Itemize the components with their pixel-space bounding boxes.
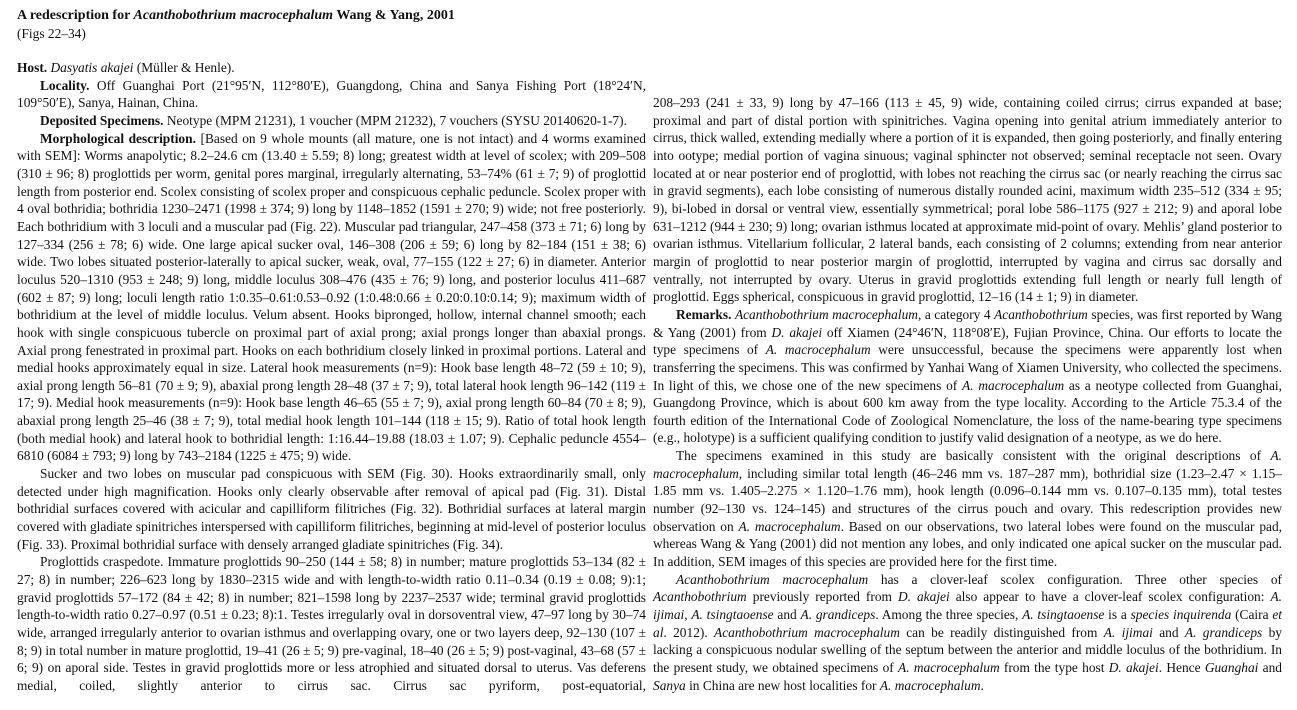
text-run: as a neotype collected from Guanghai, Guangdong Province, which is about 600 km away from the type locality. According to the Article 75.3.4 of the fourth edition of the International Code of Zoological Nomenclature, the loss of the name-bearing type specimens (e.g., holotype) is a sufficient qualifying condition to justify valid designation of a neotype, as we do here. xyxy=(653,377,1282,446)
text-run: and xyxy=(1152,624,1185,640)
italic-text: A. macrocephalum xyxy=(765,342,871,358)
text-run: also appear to have a clover-leaf scolex configuration: xyxy=(949,589,1271,605)
morphological-description-paragraph xyxy=(17,130,646,465)
figure-reference: (Figs 22–34) xyxy=(17,26,86,41)
deposited-specimens-paragraph xyxy=(17,112,646,130)
comparison-paragraph xyxy=(653,447,1282,571)
text-run: . Hence xyxy=(1158,660,1205,675)
italic-text: Dasyatis akajei xyxy=(50,60,134,75)
italic-text: Acanthobothrium xyxy=(653,589,747,605)
italic-text: Guanghai xyxy=(1204,660,1259,675)
run-in-heading: Locality. xyxy=(40,77,90,93)
host-paragraph xyxy=(17,59,646,77)
run-in-heading: Remarks. xyxy=(676,306,732,322)
text-run: were unsuccessful, because the specimens were apparently lost when transferring the specimens. This was confirmed by Yanhai Wang of Xiamen University, who collected the specimens. In light of this, we chose one of the new specimens of xyxy=(653,342,1283,393)
text-run: off Xiamen (24°46′N, 118°08′E), Fujian Province, China. Our efforts to locate the type specimens of xyxy=(653,324,1282,358)
text-run: Proglottids craspedote. Immature proglottids 90–250 (144 ± 58; 8) in number; mature proglottids 53–134 (82 ± 27; 8) in number; 226–623 long by 1830–2315 wide and with length-to-width ratio 0.11–0.34 (0.19 ± 0.08; 9):1; gravid proglottids 57–172 (84 ± 42; 8) in number; 821–1598 long by 2237–2537 wide; terminal gravid proglottids length-to-width ratio 0.27–0.97 (0.51 ± 0.23; 8):1. Testes irregularly oval in dorsoventral view, 47–97 long by 30–74 wide, arranged irregularly anterior to ovarian isthmus and overlapping ovary, one or two layers deep, 92–130 (107 ± 8; 9) in total number in mature proglottid, 19–41 (26 ± 5; 9) pre-vaginal, 18–40 (26 ± 5; 9) post-vaginal, 43–68 (57 ± 6; 9) on aporal side. Testes in gravid proglottids more or less atrophied and situated dorsal to uterus. Vas deferens medial, coiled, slightly anterior to cirrus sac. Cirrus sac pyriform, post-equatorial, xyxy=(17,554,646,693)
scolex-configuration-paragraph xyxy=(653,571,1282,695)
text-run: A redescription for xyxy=(17,8,134,23)
italic-text: A. macrocephalum xyxy=(898,660,1000,675)
text-run: from the type host xyxy=(999,660,1109,675)
text-run: , xyxy=(684,607,692,623)
italic-text: A. ijimai xyxy=(1103,624,1153,640)
italic-text: A. grandiceps xyxy=(800,607,876,623)
left-column xyxy=(17,59,646,695)
right-column xyxy=(653,94,1282,694)
italic-text: Acanthobothrium macrocephalum xyxy=(133,8,334,23)
italic-text: species inquirenda xyxy=(1130,607,1232,623)
text-run: Off Guanghai Port (21°95′N, 112°80′E), Guangdong, China and Sanya Fishing Port (18°24′N, 109°50′E), Sanya, Hainan, China. xyxy=(17,77,646,111)
text-run: and xyxy=(1258,660,1282,675)
italic-text: Acanthobothrium macrocephalum xyxy=(734,306,918,322)
text-run: can be readily distinguished from xyxy=(899,624,1104,640)
text-run: has a clover-leaf scolex configuration. Three other species of xyxy=(868,571,1282,587)
italic-text: D. akajei xyxy=(897,589,950,605)
italic-text: A. grandiceps xyxy=(1184,624,1263,640)
text-run: by lacking a conspicuous nodular swelling of the septum between the anterior and middle loculus of the bothridium. In the present study, we obtained specimens of xyxy=(653,624,1282,675)
text-run: (Müller & Henle). xyxy=(133,60,235,75)
run-in-heading: Morphological description. xyxy=(40,130,196,146)
italic-text: A. macrocephalum xyxy=(738,518,841,534)
text-run: Wang & Yang, 2001 xyxy=(333,8,455,23)
run-in-heading: Host. xyxy=(17,60,48,75)
proglottids-continued-paragraph xyxy=(653,94,1282,306)
text-run: The specimens examined in this study are basically consistent with the original descriptions of xyxy=(676,448,1271,464)
remarks-paragraph xyxy=(653,306,1282,447)
text-run: . Based on our observations, two lateral lobes were found on the muscular pad, whereas Wang & Yang (2001) did not mention any lobes, and only indicated one apical sucker on the muscular pad. In addition, SEM images of this species are provided here for the first time. xyxy=(653,518,1283,570)
italic-text: A. tsingtaoense xyxy=(1022,607,1105,623)
italic-text: Acanthobothrium macrocephalum xyxy=(714,624,900,640)
italic-text: Acanthobothrium macrocephalum xyxy=(676,571,869,587)
text-run: . xyxy=(980,677,984,693)
italic-text: A. tsingtaoense xyxy=(691,607,774,623)
text-run: , including similar total length (46–246 mm vs. 187–287 mm), bothridial size (1.23–2.47 × 1.15–1.85 mm vs. 1.405–2.275 × 1.120–1.76 mm), hook length (0.096–0.144 mm vs. 0.107–0.135 mm), total testes number (92–130 vs. 124–145) and structures of the cirrus pouch and ovary. This redescription provides new observation on xyxy=(653,465,1282,534)
text-run: species, was first reported by Wang & Yang (2001) from xyxy=(653,306,1282,340)
text-run: and xyxy=(773,607,801,623)
text-run: 208–293 (241 ± 33, 9) long by 47–166 (113 ± 45, 9) wide, containing coiled cirrus; cirrus expanded at base; proximal and part of distal portion with spinitriches. Vagina opening into genital atrium immediately anterior to cirrus, thick walled, extending medially where a portion of it is expanded, then going posteriorly, and finally entering into ootype; medial portion of vagina sinuous; vaginal sphincter not observed; seminal receptacle not seen. Ovary located at or near posterior end of proglottid, with lobes not reaching the cirrus sac (or nearly reaching the cirrus sac in gravid segments), each lobe consisting of numerous distally rounded acini, maximum width 235–512 (334 ± 95; 9), bi-lobed in dorsal or ventral view, essentially symmetrical; poral lobe 586–1175 (927 ± 212; 9) and aporal lobe 631–1212 (944 ± 230; 9) long; ovarian isthmus located at approximate mid-point of ovary. Mehlis’ gland posterior to ovarian isthmus. Vitellarium follicular, 2 lateral bands, each consisting of 2 columns; extending from near anterior margin of proglottid to near posterior margin of proglottid, interrupted by vagina and cirrus sac dorsally and ventrally, not interrupted by ovary. Uterus in gravid proglottids extending full length or nearly full length of proglottid. Eggs spherical, conspicuous in gravid proglottid, 12–16 (14 ± 1; 9) in diameter. xyxy=(653,95,1282,305)
proglottids-paragraph xyxy=(17,553,646,694)
section-title xyxy=(17,8,455,24)
italic-text: et al xyxy=(653,607,1282,640)
locality-paragraph xyxy=(17,77,646,112)
sem-paragraph xyxy=(17,465,646,553)
italic-text: D. akajei xyxy=(771,324,823,340)
text-run: Neotype (MPM 21231), 1 voucher (MPM 21232), 7 vouchers (SYSU 20140620-1-7). xyxy=(163,112,627,128)
text-run: in China are new host localities for xyxy=(685,677,880,693)
italic-text: D. akajei xyxy=(1108,660,1159,675)
italic-text: A. macrocephalum xyxy=(653,448,1282,481)
italic-text: Sanya xyxy=(653,677,686,693)
italic-text: A. ijimai xyxy=(653,589,1282,623)
text-run: . 2012). xyxy=(663,624,715,640)
italic-text: Acanthobothrium xyxy=(994,306,1088,322)
text-run: previously reported from xyxy=(746,589,898,605)
italic-text: A. macrocephalum xyxy=(962,377,1065,393)
text-run: [Based on 9 whole mounts (all mature, one is not intact) and 4 worms examined with SEM]: Worms anapolytic; 8.2–24.6 cm (13.40 ± 5.59; 8) long; greatest width at level of scolex; with 209–508 (310 ± 96; 8) proglottids per worm, genital pores marginal, irregularly alternating, 53–74% (61 ± 7; 9) of proglottid length from posterior end. Scolex consisting of scolex proper and conspicuous cephalic peduncle. Scolex proper with 4 oval bothridia; bothridia 1230–2471 (1998 ± 374; 9) long by 1148–1852 (1591 ± 270; 9) wide; not free posteriorly. Each bothridium with 3 loculi and a muscular pad (Fig. 22). Muscular pad triangular, 247–458 (373 ± 71; 6) long by 127–334 (256 ± 78; 6) wide. One large apical sucker oval, 146–308 (206 ± 59; 6) long by 82–184 (151 ± 38; 6) wide. Two lobes situated posterior-laterally to apical sucker, weak, oval, 77–155 (122 ± 27; 6) in diameter. Anterior loculus 520–1310 (953 ± 248; 9) long, middle loculus 308–476 (435 ± 76; 9) long, and posterior loculus 411–687 (602 ± 87; 9) long; loculi length ratio 1:0.35–0.61:0.53–0.92 (1:0.48:0.66 ± 0.20:0.10:0.14; 9); maximum width of bothridium at the level of middle loculus. Velum absent. Hooks bipronged, hollow, internal channel smooth; each hook with single conspicuous tubercle on proximal part of axial prong; axial prongs longer than abaxial prongs. Axial prong fenestrated in proximal part. Hooks on each bothridium closely linked in proximal portions. Lateral and medial hooks approximately equal in size. Lateral hook measurements (n=9): Hook base length 48–72 (59 ± 10; 9), axial prong length 56–81 (70 ± 9; 9), abaxial prong length 28–48 (37 ± 7; 9), total lateral hook length 96–142 (119 ± 17; 9). Medial hook measurements (n=9): Hook base length 46–65 (55 ± 7; 9), axial prong length 60–84 (70 ± 8; 9), abaxial prong length 25–46 (38 ± 7; 9), total medial hook length 101–144 (118 ± 15; 9). Ratio of total hook length (both medial hook) and lateral hook to bothridial length: 1:16.44–19.88 (18.03 ± 1.07; 9). Cephalic peduncle 4554–6810 (6084 ± 793; 9) long by 743–2184 (1225 ± 475; 9) wide. xyxy=(17,130,647,464)
text-run: is a xyxy=(1104,607,1131,623)
italic-text: A. macrocephalum xyxy=(879,677,981,693)
text-run: , a category 4 xyxy=(917,306,995,322)
run-in-heading: Deposited Specimens. xyxy=(40,112,164,128)
text-run: . Among the three species, xyxy=(875,607,1023,623)
text-run: Sucker and two lobes on muscular pad conspicuous with SEM (Fig. 30). Hooks extraordinarily small, only detected under high magnification. Hooks only clearly observable after removal of apical pad (Fig. 31). Distal bothridial surfaces covered with acicular and capilliform filitriches (Fig. 32). Bothridial surfaces at lateral margin covered with gladiate spinitriches interspersed with capilliform filitriches, beginning at mid-level of posterior loculus (Fig. 33). Proximal bothridial surface with densely arranged gladiate spinitriches (Fig. 34). xyxy=(17,466,646,552)
text-run: (Caira xyxy=(1231,607,1273,623)
